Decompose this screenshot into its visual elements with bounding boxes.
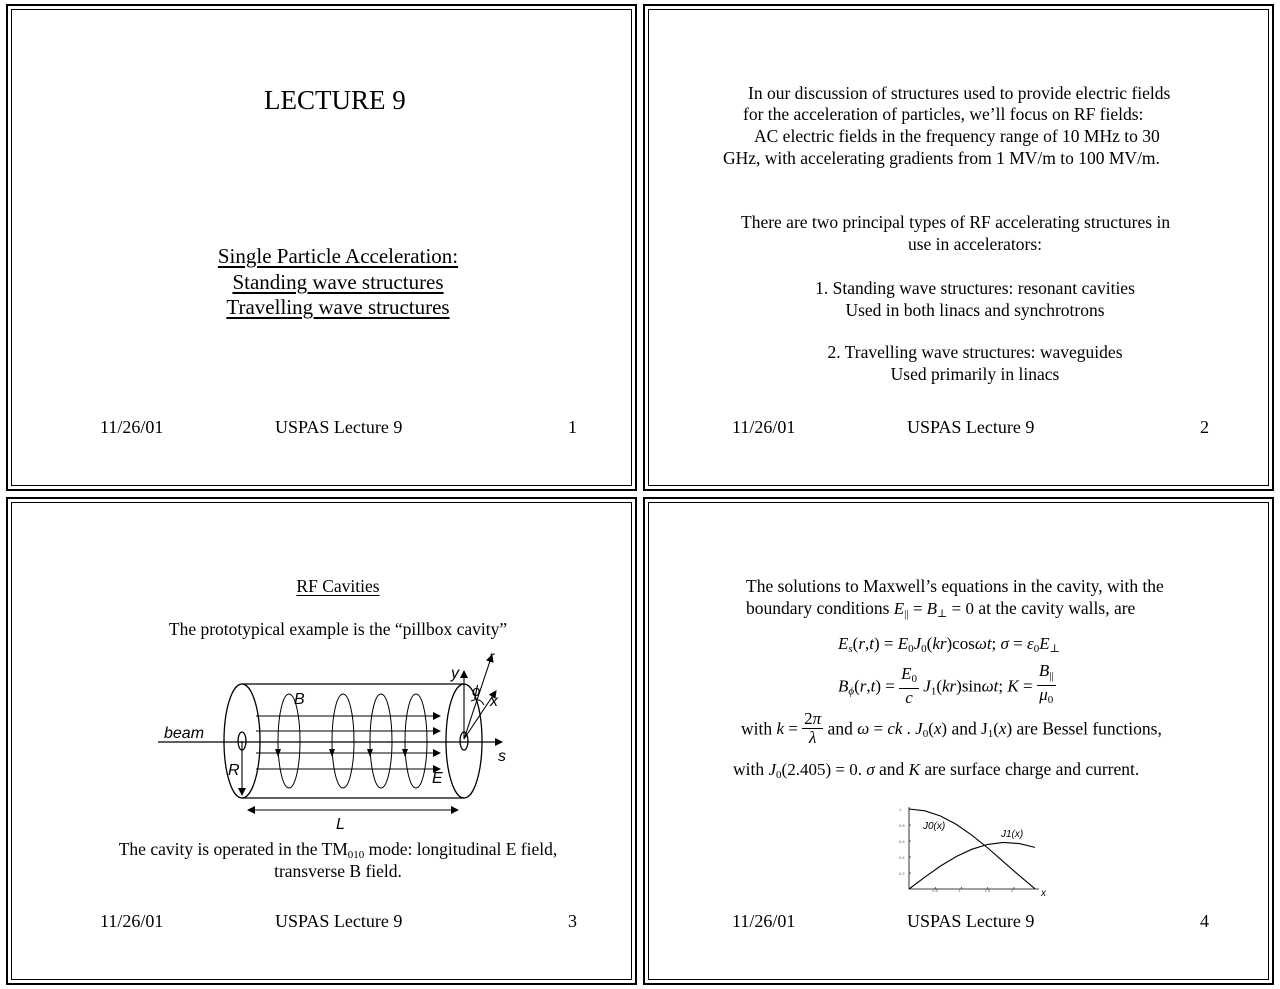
intro-text: The prototypical example is the “pillbox cavity” bbox=[168, 619, 508, 639]
j1-curve-label: J1(x) bbox=[1001, 829, 1024, 840]
label-e: E bbox=[432, 770, 443, 787]
types-line-1: There are two principal types of RF accelerating structures in bbox=[741, 212, 1171, 232]
y-tick-label: 0.8 bbox=[899, 823, 905, 828]
label-phi: ϕ bbox=[472, 683, 481, 700]
boundary-equation: $E_{||} = B_\perp = 0$ bbox=[893, 599, 974, 620]
types-line-2: use in accelerators: bbox=[907, 234, 1043, 254]
j1-symbol: $J_1(x)$ bbox=[981, 719, 1013, 741]
footer-page-number: 3 bbox=[568, 911, 577, 931]
walls-text: at the cavity walls, are bbox=[978, 598, 1136, 618]
caption-post: mode: longitudinal E field, bbox=[364, 839, 558, 859]
x-axis-label: x bbox=[1041, 888, 1046, 899]
intro-line-4: GHz, with accelerating gradients from 1 MV/m to 100 MV/m. bbox=[723, 148, 1160, 168]
solutions-line-1: The solutions to Maxwell’s equations in the cavity, with the bbox=[746, 576, 1164, 596]
subtitle-line-1: Single Particle Acceleration: bbox=[217, 244, 459, 268]
footer-date: 11/26/01 bbox=[732, 417, 796, 437]
label-l: L bbox=[336, 816, 345, 833]
bessel-function-plot bbox=[895, 803, 1055, 903]
footer-date: 11/26/01 bbox=[732, 911, 796, 931]
b-field-loop bbox=[405, 694, 427, 788]
y-tick-label: 0.2 bbox=[899, 871, 905, 876]
slide-footer bbox=[645, 417, 1272, 439]
and-omega-text: and bbox=[827, 718, 853, 739]
solutions-line-2 bbox=[746, 597, 1135, 625]
item-1-note: Used in both linacs and synchrotrons bbox=[845, 300, 1105, 320]
omega-definition: ω = ck . $J_0(x)$ bbox=[857, 719, 948, 741]
y-tick-label: 1 bbox=[899, 807, 902, 812]
with-j0-text: with bbox=[733, 759, 765, 779]
footer-page-number: 4 bbox=[1200, 911, 1209, 931]
intro-line-1: In our discussion of structures used to provide electric fields bbox=[748, 83, 1171, 103]
slide-3 bbox=[6, 497, 637, 985]
b-field-loop bbox=[278, 694, 300, 788]
j0-zero-line: with $J_0(2.405) = 0$. σ and K are surface charge and current. bbox=[733, 759, 1140, 781]
b-field-loop bbox=[370, 694, 392, 788]
label-r-axis: r bbox=[489, 649, 495, 666]
y-tick-label: 0.4 bbox=[899, 855, 905, 860]
footer-page-number: 2 bbox=[1200, 417, 1209, 437]
caption-pre: The cavity is operated in the TM bbox=[118, 839, 348, 859]
k-definition: k = $\frac{2\pi}{\lambda}$ bbox=[776, 709, 822, 747]
caption-line-2: transverse B field. bbox=[274, 861, 402, 881]
b-field-loop bbox=[332, 694, 354, 788]
lecture-title: LECTURE 9 bbox=[264, 85, 406, 115]
footer-title: USPAS Lecture 9 bbox=[275, 911, 403, 931]
label-s: s bbox=[498, 748, 506, 765]
item-2-note: Used primarily in linacs bbox=[890, 364, 1060, 384]
pillbox-cavity-diagram bbox=[8, 649, 639, 849]
footer-title: USPAS Lecture 9 bbox=[907, 911, 1035, 931]
x-tick-label: 0.5 bbox=[932, 888, 938, 893]
boundary-text: boundary conditions bbox=[746, 598, 890, 618]
slide-title: RF Cavities bbox=[296, 576, 380, 596]
slide-footer bbox=[8, 911, 635, 933]
item-1-title: 1. Standing wave structures: resonant cavities bbox=[815, 278, 1135, 298]
footer-title: USPAS Lecture 9 bbox=[907, 417, 1035, 437]
with-k-text: with bbox=[741, 718, 773, 739]
surface-text: are surface charge and current. bbox=[924, 759, 1140, 779]
caption-mode-subscript: 010 bbox=[347, 849, 365, 861]
item-2-title: 2. Travelling wave structures: waveguides bbox=[827, 342, 1123, 362]
y-tick-label: 0.6 bbox=[899, 839, 905, 844]
bessel-text: are Bessel functions, bbox=[1016, 718, 1162, 739]
j1-curve bbox=[909, 842, 1035, 889]
intro-line-3: AC electric fields in the frequency range of 10 MHz to 30 bbox=[754, 126, 1160, 146]
footer-date: 11/26/01 bbox=[100, 911, 164, 931]
label-y: y bbox=[451, 665, 459, 682]
subtitle-line-2: Standing wave structures bbox=[232, 270, 444, 294]
j0-zero-equation: $J_0(2.405) = 0$. σ bbox=[768, 760, 875, 781]
k-symbol: K bbox=[908, 760, 920, 779]
k-omega-line: with k = $\frac{2\pi}{\lambda}$ and ω = ck . $J_0(x)$ and $J_1(x)$ are Bessel functions, bbox=[741, 709, 1162, 747]
x-tick-label: 1.5 bbox=[984, 888, 991, 893]
slide-1 bbox=[6, 4, 637, 491]
x-tick-label: 1 bbox=[958, 888, 961, 893]
footer-title: USPAS Lecture 9 bbox=[275, 417, 403, 437]
label-beam: beam bbox=[164, 725, 205, 742]
j0-curve-label: J0(x) bbox=[923, 821, 946, 832]
equation-es: $E_s(r,t) = E_0J_0(kr)\cos\omega t$; $\sigma = \varepsilon_0E_\perp$ bbox=[838, 634, 1060, 655]
subtitle-line-3: Travelling wave structures bbox=[226, 295, 450, 319]
slide-4 bbox=[643, 497, 1274, 985]
slide-2 bbox=[643, 4, 1274, 491]
label-r: R bbox=[228, 762, 240, 779]
slide-footer bbox=[8, 417, 635, 439]
equation-bphi: $B_\phi(r,t)$ = $\frac{E_0}{c}$ $J_1(kr)\sin\omega t$; K = $\frac{B_{||}}{\mu_0}$ bbox=[838, 661, 1054, 707]
footer-page-number: 1 bbox=[568, 417, 577, 437]
x-tick-label: 2 bbox=[1011, 888, 1014, 893]
label-b: B bbox=[294, 691, 305, 708]
slide-footer bbox=[645, 911, 1272, 933]
footer-date: 11/26/01 bbox=[100, 417, 164, 437]
label-x: x bbox=[490, 693, 498, 710]
intro-line-2: for the acceleration of particles, we’ll focus on RF fields: bbox=[743, 104, 1144, 124]
